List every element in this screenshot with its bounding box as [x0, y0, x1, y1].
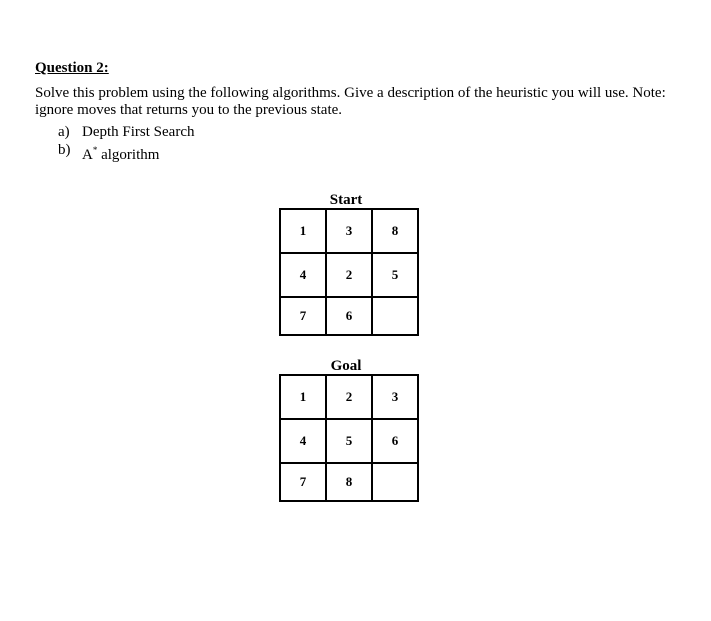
algorithm-item-b	[58, 141, 194, 164]
algorithm-label-rest: algorithm	[97, 147, 160, 163]
algorithm-label-superscript: *	[92, 145, 98, 155]
goal-label: Goal	[330, 358, 362, 374]
question-instructions: Solve this problem using the following algorithms. Give a description of the heuristic you will use. Note: ignore moves that returns you to the previous state.	[35, 85, 666, 118]
grid-cell: 7	[280, 463, 326, 501]
grid-cell: 3	[326, 209, 372, 253]
grid-cell: 3	[372, 375, 418, 419]
grid-row	[280, 253, 418, 297]
grid-row	[280, 463, 418, 501]
grid-cell: 6	[326, 297, 372, 335]
grid-cell: 5	[372, 253, 418, 297]
grid-cell: 6	[372, 419, 418, 463]
grid-cell: 2	[326, 253, 372, 297]
list-marker: a)	[58, 124, 70, 140]
grid-cell: 8	[326, 463, 372, 501]
grid-row	[280, 297, 418, 335]
goal-puzzle-grid	[279, 374, 419, 502]
question-title: Question 2:	[35, 60, 109, 76]
algorithm-item-a	[58, 123, 194, 141]
grid-cell: 4	[280, 253, 326, 297]
grid-cell: 5	[326, 419, 372, 463]
grid-row	[280, 209, 418, 253]
grid-cell: 1	[280, 375, 326, 419]
grid-row	[280, 419, 418, 463]
grid-cell: 1	[280, 209, 326, 253]
grid-cell: 4	[280, 419, 326, 463]
grid-cell: 7	[280, 297, 326, 335]
algorithm-label: Depth First Search	[82, 124, 195, 140]
algorithm-label	[82, 141, 159, 164]
algorithm-list	[58, 123, 194, 164]
list-marker: b)	[58, 142, 71, 158]
grid-row	[280, 375, 418, 419]
grid-cell: 8	[372, 209, 418, 253]
start-label: Start	[329, 192, 363, 208]
algorithm-label-main: A	[82, 147, 93, 163]
grid-cell-empty	[372, 463, 418, 501]
grid-cell: 2	[326, 375, 372, 419]
grid-cell-empty	[372, 297, 418, 335]
start-puzzle-grid	[279, 208, 419, 336]
